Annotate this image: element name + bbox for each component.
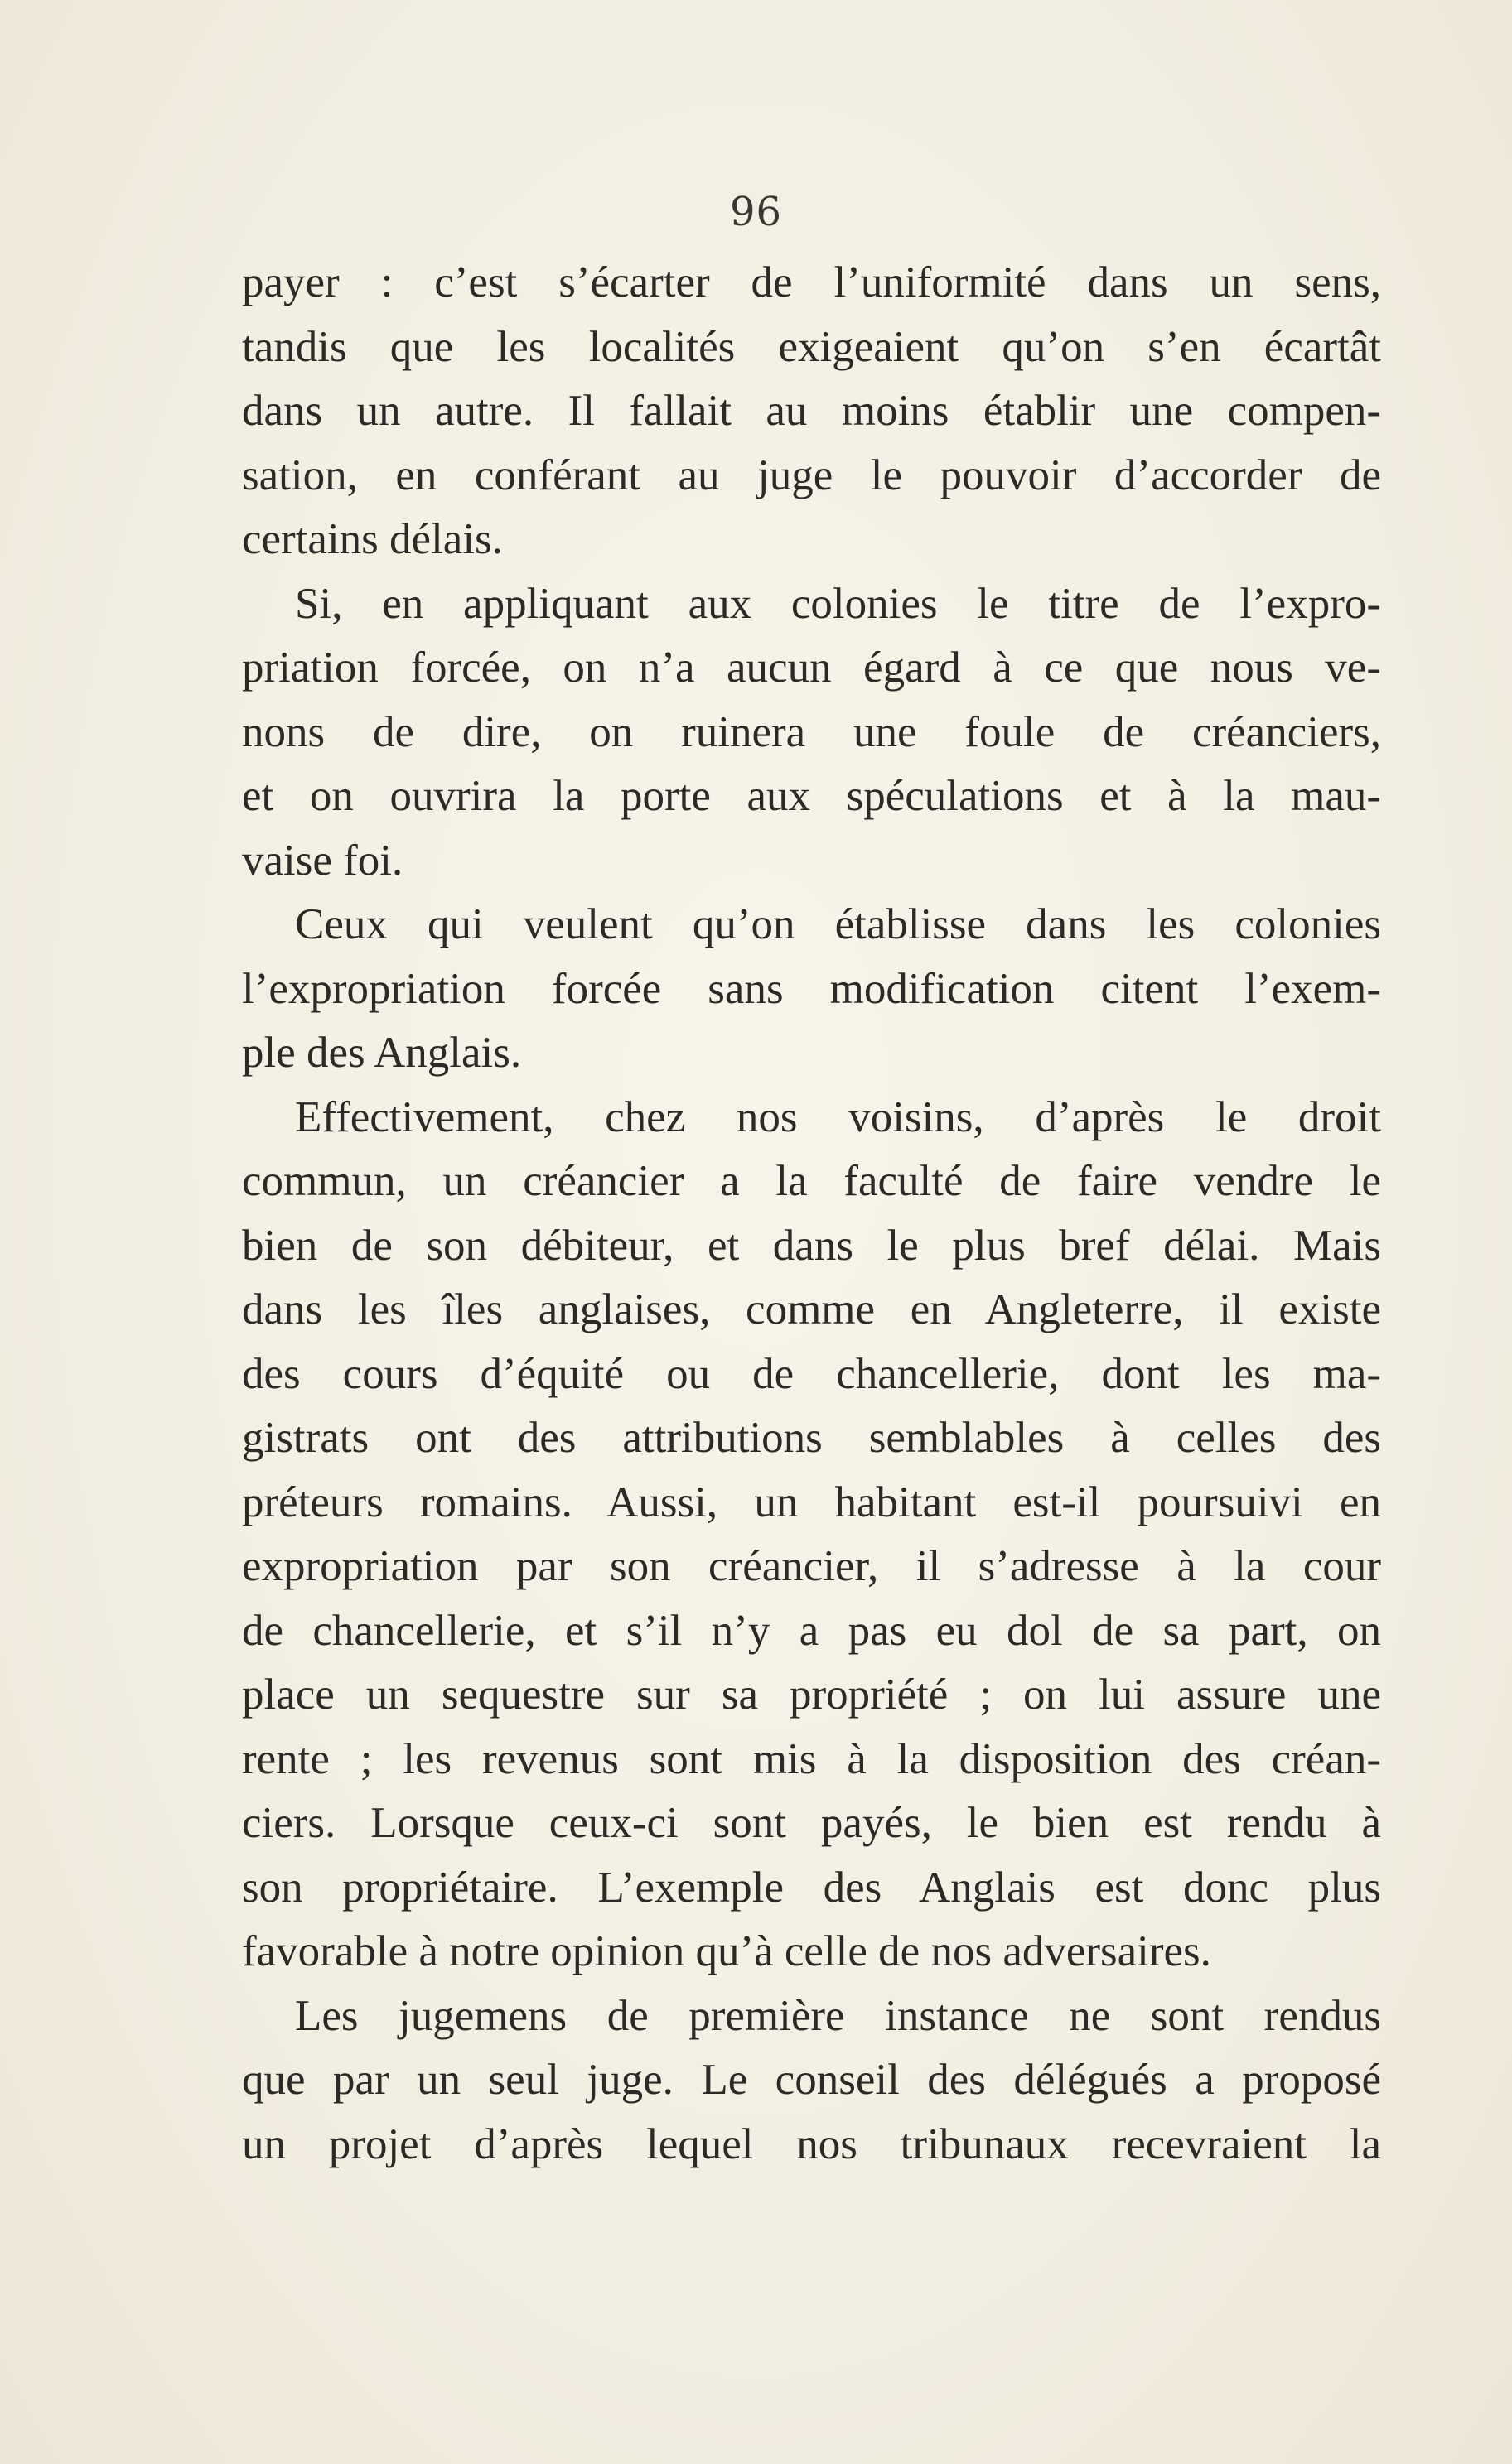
text-line: dans un autre. Il fallait au moins établir une compen- [242, 387, 1381, 435]
text-line: Ceux qui veulent qu’on établisse dans les colonies [295, 900, 1381, 948]
text-line: place un sequestre sur sa propriété ; on lui assure une [242, 1671, 1381, 1719]
text-line: bien de son débiteur, et dans le plus bref délai. Mais [242, 1221, 1381, 1270]
text-line: rente ; les revenus sont mis à la disposition des créan- [242, 1734, 1381, 1783]
text-line: expropriation par son créancier, il s’adresse à la cour [242, 1542, 1381, 1590]
text-line: gistrats ont des attributions semblables à celles des [242, 1414, 1381, 1462]
text-line: vaise foi. [242, 836, 403, 885]
text-line: dans les îles anglaises, comme en Angleterre, il existe [242, 1285, 1381, 1333]
text-line: payer : c’est s’écarter de l’uniformité dans un sens, [242, 258, 1381, 306]
text-line: que par un seul juge. Le conseil des délégués a proposé [242, 2056, 1381, 2104]
text-line: Effectivement, chez nos voisins, d’après le droit [295, 1092, 1381, 1141]
text-line: nons de dire, on ruinera une foule de créanciers, [242, 707, 1381, 756]
page-number: 96 [729, 189, 783, 235]
text-line: priation forcée, on n’a aucun égard à ce que nous ve- [242, 644, 1381, 692]
text-line: Les jugemens de première instance ne sont rendus [295, 1991, 1381, 2040]
text-line: un projet d’après lequel nos tribunaux recevraient la [242, 2119, 1381, 2168]
text-line: certains délais. [242, 515, 503, 563]
text-line: des cours d’équité ou de chancellerie, dont les ma- [242, 1349, 1381, 1398]
text-line: de chancellerie, et s’il n’y a pas eu dol de sa part, on [242, 1606, 1381, 1655]
text-line: et on ouvrira la porte aux spéculations et à la mau- [242, 772, 1381, 820]
text-line: tandis que les localités exigeaient qu’on s’en écartât [242, 322, 1381, 371]
text-line: favorable à notre opinion qu’à celle de nos adversaires. [242, 1927, 1211, 1975]
text-line: ciers. Lorsque ceux-ci sont payés, le bien est rendu à [242, 1799, 1381, 1847]
text-line: Si, en appliquant aux colonies le titre de l’expro- [295, 579, 1381, 628]
text-line: sation, en conférant au juge le pouvoir d’accorder de [242, 451, 1381, 499]
text-line: préteurs romains. Aussi, un habitant est-il poursuivi en [242, 1478, 1381, 1526]
text-line: commun, un créancier a la faculté de faire vendre le [242, 1157, 1381, 1205]
text-line: ple des Anglais. [242, 1029, 522, 1077]
body-text [242, 251, 1381, 2177]
text-line: l’expropriation forcée sans modification citent l’exem- [242, 964, 1381, 1013]
text-line: son propriétaire. L’exemple des Anglais est donc plus [242, 1863, 1381, 1912]
